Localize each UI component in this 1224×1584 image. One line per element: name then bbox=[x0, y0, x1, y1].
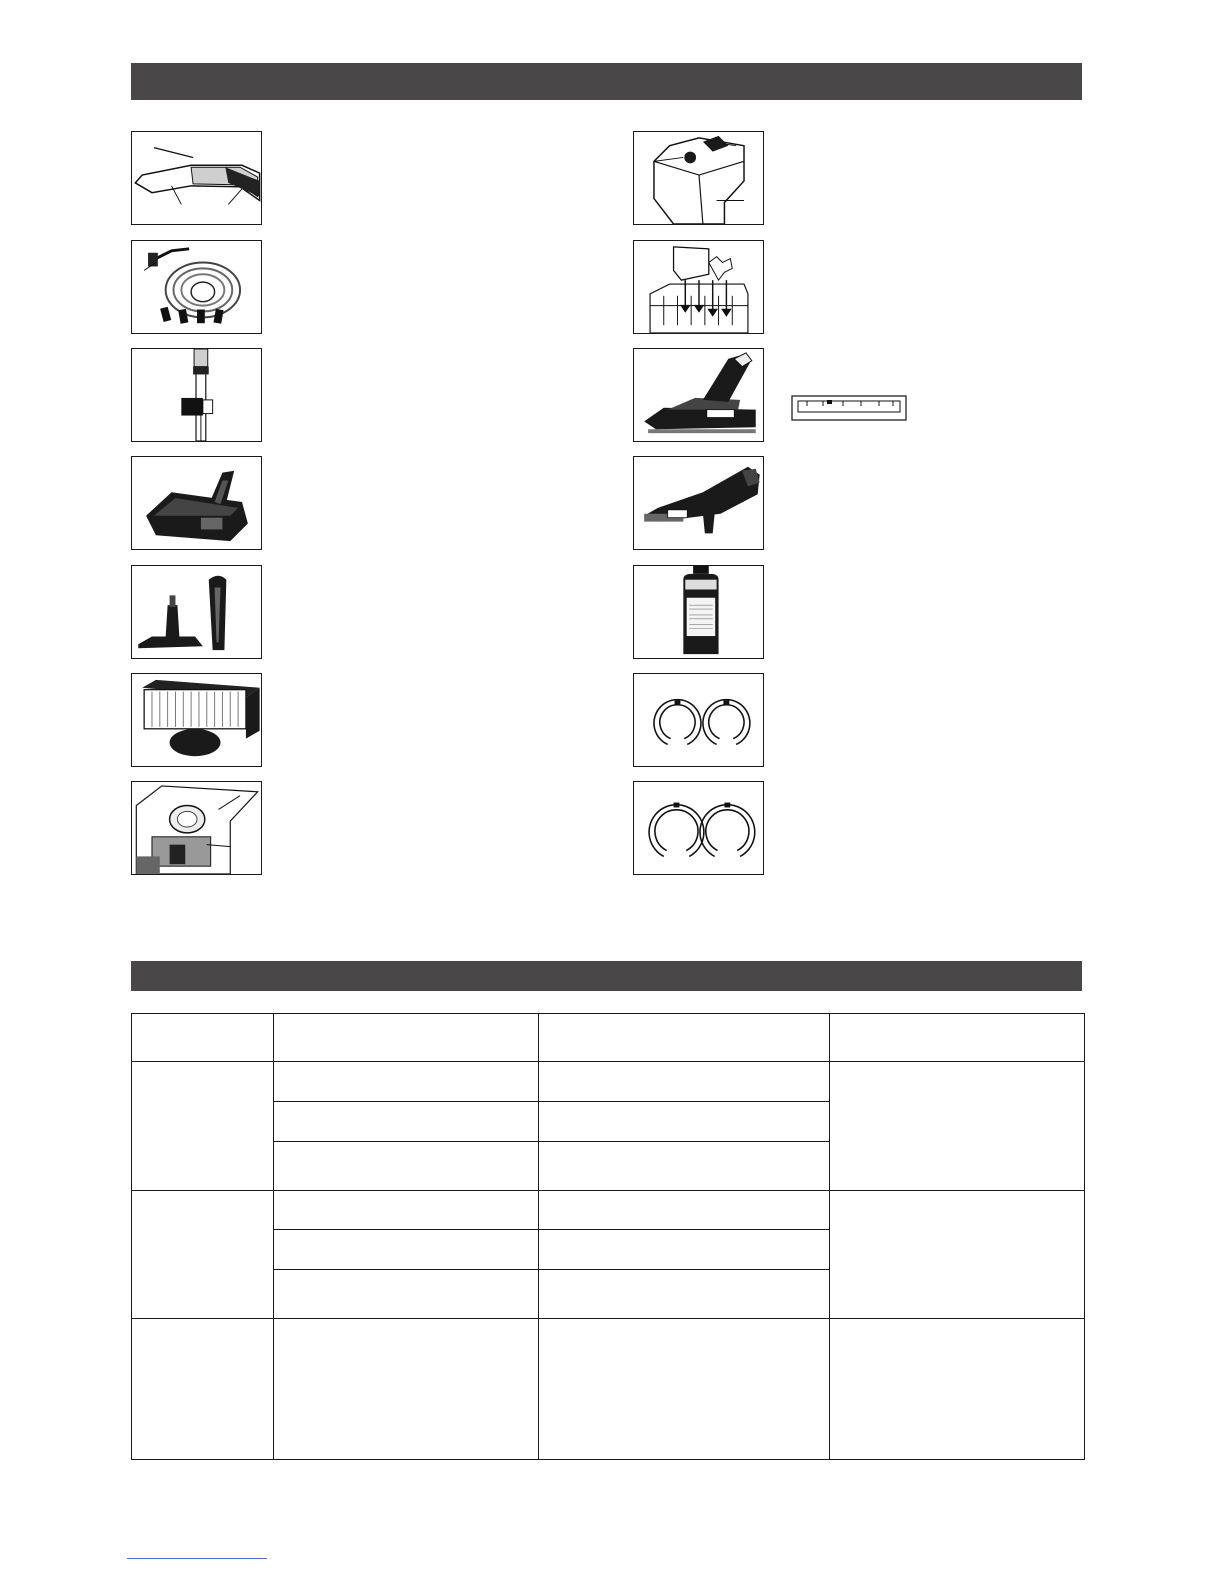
nozzle-insert-icon bbox=[791, 395, 907, 421]
table-cell bbox=[539, 1102, 830, 1142]
upholstery-nozzle-icon bbox=[633, 456, 764, 550]
table-cell bbox=[539, 1014, 830, 1062]
table-cell bbox=[132, 1062, 274, 1191]
table-cell bbox=[132, 1319, 274, 1460]
filter-cartridge-icon bbox=[131, 673, 262, 767]
troubleshooting-table bbox=[131, 1013, 1085, 1460]
floor-nozzle-icon bbox=[131, 456, 262, 550]
extension-tube-icon bbox=[131, 348, 262, 442]
table-cell bbox=[274, 1270, 539, 1319]
spray-floor-nozzle-icon bbox=[633, 348, 764, 442]
table-header-row bbox=[132, 1014, 1085, 1062]
table-cell bbox=[274, 1142, 539, 1191]
small-nozzles-icon bbox=[131, 565, 262, 659]
clips-large-icon bbox=[633, 781, 764, 875]
table-cell bbox=[539, 1319, 830, 1460]
table-cell bbox=[274, 1062, 539, 1102]
table-cell bbox=[274, 1230, 539, 1270]
table-row bbox=[132, 1062, 1085, 1102]
water-tank-icon bbox=[633, 131, 764, 225]
troubleshooting-header bbox=[131, 961, 1082, 991]
clips-small-icon bbox=[633, 673, 764, 767]
table-cell bbox=[132, 1191, 274, 1319]
table-cell bbox=[830, 1014, 1085, 1062]
table-cell bbox=[830, 1319, 1085, 1460]
table-cell bbox=[830, 1062, 1085, 1191]
table-cell bbox=[539, 1230, 830, 1270]
table-cell bbox=[274, 1102, 539, 1142]
footer-link-underline[interactable] bbox=[127, 1558, 267, 1559]
table-cell bbox=[274, 1319, 539, 1460]
cleaning-agent-bottle-icon bbox=[633, 565, 764, 659]
filter-housing-icon bbox=[131, 781, 262, 875]
cable-bundle-icon bbox=[131, 240, 262, 334]
table-cell bbox=[274, 1014, 539, 1062]
table-cell bbox=[830, 1191, 1085, 1319]
table-cell bbox=[539, 1142, 830, 1191]
accessories-header bbox=[131, 63, 1082, 100]
table-cell bbox=[132, 1014, 274, 1062]
table-cell bbox=[274, 1191, 539, 1230]
table-cell bbox=[539, 1062, 830, 1102]
table-cell bbox=[539, 1191, 830, 1230]
hose-handle-icon bbox=[131, 131, 262, 225]
table-row bbox=[132, 1319, 1085, 1460]
table-row bbox=[132, 1191, 1085, 1230]
filter-insert-icon bbox=[633, 240, 764, 334]
table-cell bbox=[539, 1270, 830, 1319]
